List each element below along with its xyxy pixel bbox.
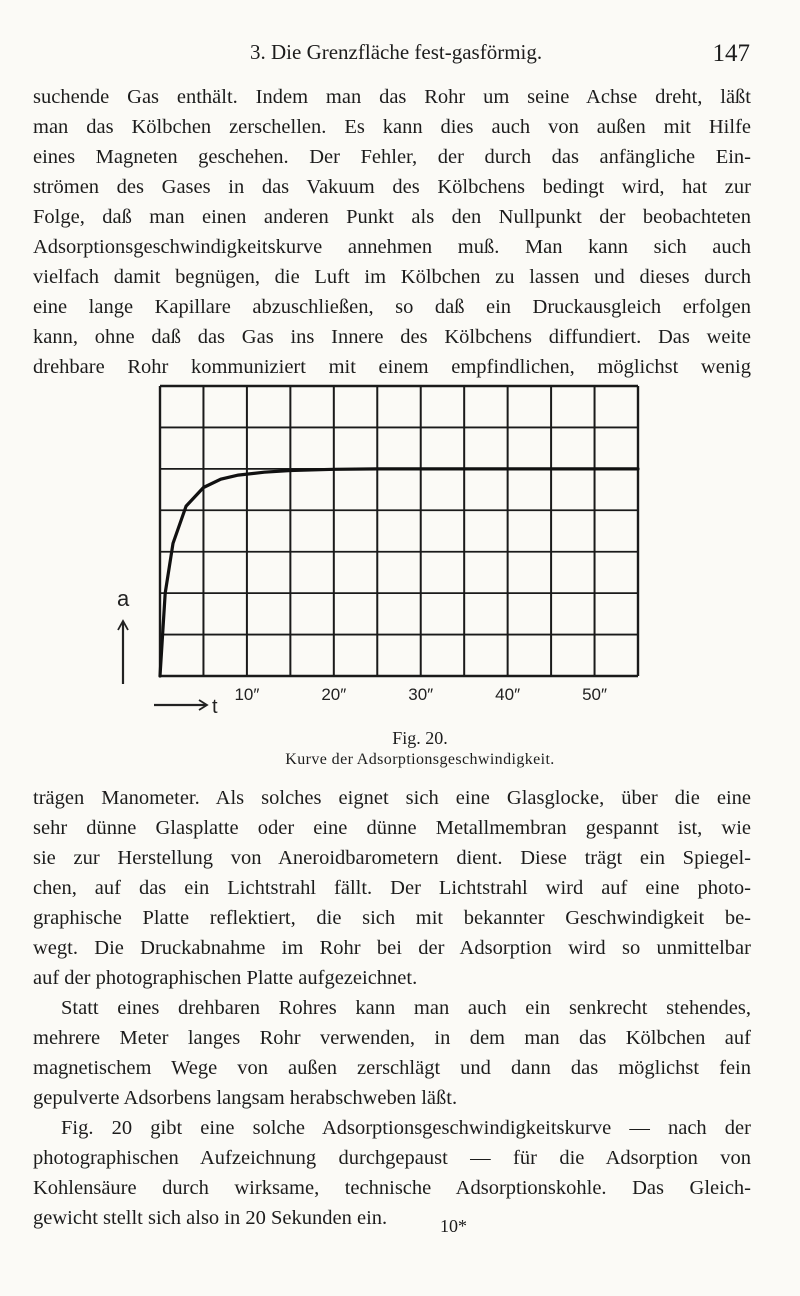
adsorption-curve (160, 469, 638, 676)
running-title: 3. Die Grenzfläche fest-gasförmig. (250, 40, 543, 64)
text-line: chen, auf das ein Lichtstrahl fällt. Der Lichtstrahl wird auf eine photo- (33, 877, 751, 899)
x-tick-label: 10″ (234, 685, 260, 704)
x-tick-labels (234, 685, 607, 704)
paragraph-bottom (33, 783, 751, 1233)
text-line: auf der photographischen Platte aufgezeichnet. (33, 967, 418, 989)
text-line: gewicht stellt sich also in 20 Sekunden ein. (33, 1207, 388, 1229)
text-line: Statt eines drehbaren Rohres kann man auch ein senkrecht stehendes, (61, 997, 751, 1019)
text-line: Folge, daß man einen anderen Punkt als den Nullpunkt der beobachteten (33, 206, 751, 228)
text-line: man das Kölbchen zerschellen. Es kann dies auch von außen mit Hilfe (33, 116, 751, 138)
text-line: trägen Manometer. Als solches eignet sich eine Glasglocke, über die eine (33, 787, 751, 809)
text-line: sie zur Herstellung von Aneroidbarometern dient. Diese trägt ein Spiegel- (33, 847, 751, 869)
text-line: wegt. Die Druckabnahme im Rohr bei der Adsorption wird so unmittelbar (33, 937, 751, 959)
text-line: graphische Platte reflektiert, die sich mit bekannter Geschwindigkeit be- (33, 907, 751, 929)
x-tick-label: 50″ (582, 685, 608, 704)
x-axis-label: t (212, 696, 218, 718)
text-line: eines Magneten geschehen. Der Fehler, der durch das anfängliche Ein- (33, 146, 751, 168)
signature-mark: 10* (440, 1216, 467, 1236)
text-line: strömen des Gases in das Vakuum des Kölbchens bedingt wird, hat zur (33, 176, 751, 198)
text-line: suchende Gas enthält. Indem man das Rohr um seine Achse dreht, läßt (33, 86, 751, 108)
text-line: Adsorptionsgeschwindigkeitskurve annehmen muß. Man kann sich auch (33, 236, 751, 258)
text-line: photographischen Aufzeichnung durchgepaust — für die Adsorption von (33, 1147, 751, 1169)
text-line: Kohlensäure durch wirksame, technische Adsorptionskohle. Das Gleich- (33, 1177, 751, 1199)
adsorption-chart (110, 378, 670, 718)
text-line: magnetischem Wege von außen zerschlägt und dann das möglichst fein (33, 1057, 751, 1079)
paragraph-top (33, 82, 751, 382)
text-line: Fig. 20 gibt eine solche Adsorptionsgeschwindigkeitskurve — nach der (61, 1117, 751, 1139)
text-line: vielfach damit begnügen, die Luft im Kölbchen zu lassen und dieses durch (33, 266, 751, 288)
figure-adsorption-curve (110, 378, 670, 718)
x-tick-label: 20″ (321, 685, 347, 704)
chart-grid (160, 386, 638, 676)
x-tick-label: 40″ (495, 685, 521, 704)
y-axis-label: a (117, 586, 130, 611)
text-line: kann, ohne daß das Gas ins Innere des Kölbchens diffundiert. Das weite (33, 326, 751, 348)
text-line: sehr dünne Glasplatte oder eine dünne Metallmembran gespannt ist, wie (33, 817, 751, 839)
running-header (250, 36, 750, 76)
page-number: 147 (712, 40, 750, 67)
figure-number: Fig. 20. (392, 728, 448, 748)
figure-caption: Kurve der Adsorptionsgeschwindigkeit. (285, 751, 555, 768)
x-tick-label: 30″ (408, 685, 434, 704)
text-line: drehbare Rohr kommuniziert mit einem empfindlichen, möglichst wenig (33, 356, 751, 378)
text-line: mehrere Meter langes Rohr verwenden, in dem man das Kölbchen auf (33, 1027, 751, 1049)
text-line: eine lange Kapillare abzuschließen, so daß ein Druckausgleich erfolgen (33, 296, 751, 318)
text-line: gepulverte Adsorbens langsam herabschweben läßt. (33, 1087, 458, 1109)
